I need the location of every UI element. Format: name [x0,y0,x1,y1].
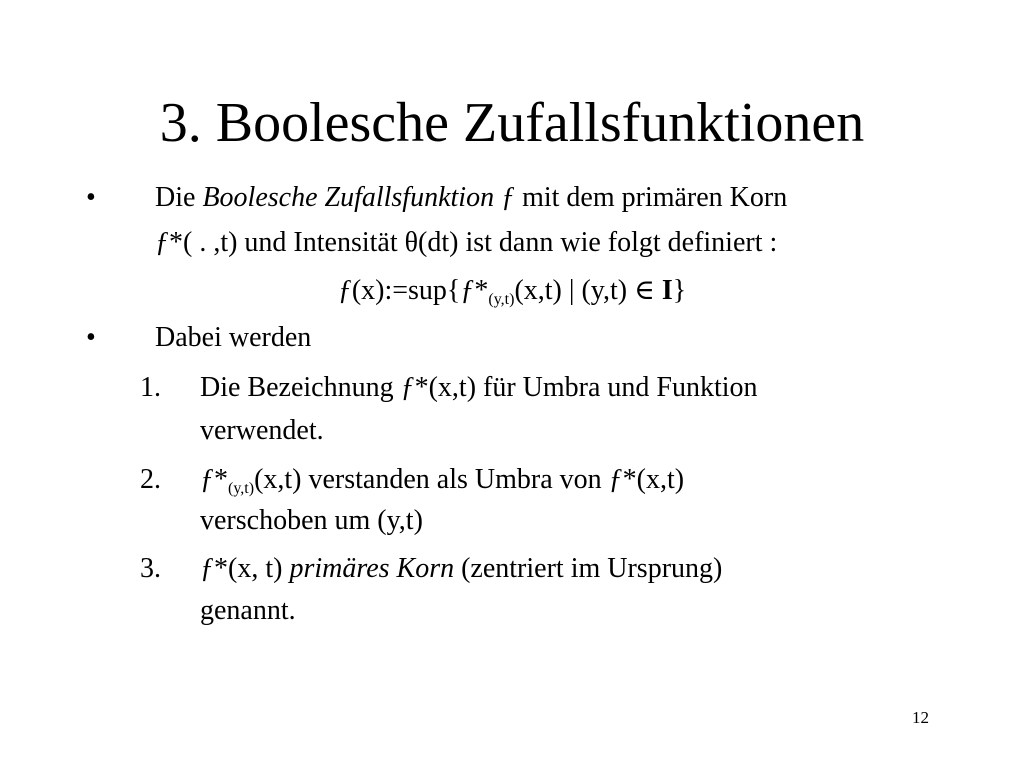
text-run: * [214,464,228,495]
text-run: *(x,t) [622,464,685,495]
subscript: (y,t) [488,291,515,308]
text-run: *(x,t) für Umbra und Funktion [414,372,758,403]
function-symbol: ƒ [460,275,475,306]
subscript: (y,t) [228,480,255,497]
numbered-2-line-1 [200,463,684,497]
numbered-2-line-2: verschoben um (y,t) [200,505,423,536]
numbered-1-line-2: verwendet. [200,415,324,446]
text-run: } [672,275,687,306]
text-run: * [474,275,489,306]
numbered-3-line-1 [200,552,722,586]
text-run: (x):=sup{ [351,275,461,306]
text-run: *( . ,t) und Intensität θ(dt) ist dann wie folgt definiert : [169,227,778,258]
function-symbol: ƒ [200,553,214,584]
bold-symbol: I [661,275,673,306]
function-symbol: ƒ [400,372,415,403]
function-symbol: ƒ [501,182,516,213]
text-run: Die Bezeichnung [200,372,401,403]
numbered-3-line-2: genannt. [200,595,296,626]
text-run: *(x, t) [214,553,290,584]
text-run: (x,t) verstanden als Umbra von [254,464,609,495]
function-symbol: ƒ [608,464,623,495]
function-symbol: ƒ [337,275,352,306]
page-number: 12 [912,708,929,727]
bullet-marker: • [86,182,96,213]
function-symbol: ƒ [200,464,214,495]
bullet-1-line-1 [155,181,787,215]
bullet-marker: • [86,322,96,353]
slide-title: 3. Boolesche Zufallsfunktionen [159,92,865,154]
numbered-1-line-1 [200,371,758,405]
numbered-marker: 3. [140,553,161,584]
italic-term: primäres Korn [289,553,455,584]
text-run: Die [155,182,203,213]
function-symbol: ƒ [155,227,169,258]
numbered-marker: 1. [140,372,161,403]
text-run: (zentriert im Ursprung) [454,553,723,584]
bullet-1-line-2 [155,226,777,260]
bullet-2-text: Dabei werden [155,322,312,353]
italic-term: Boolesche Zufallsfunktion [202,182,495,213]
definition-formula [0,274,1024,308]
text-run: (x,t) | (y,t) ∈ [514,275,662,306]
numbered-marker: 2. [140,464,161,495]
text-run: mit dem primären Korn [515,182,788,213]
